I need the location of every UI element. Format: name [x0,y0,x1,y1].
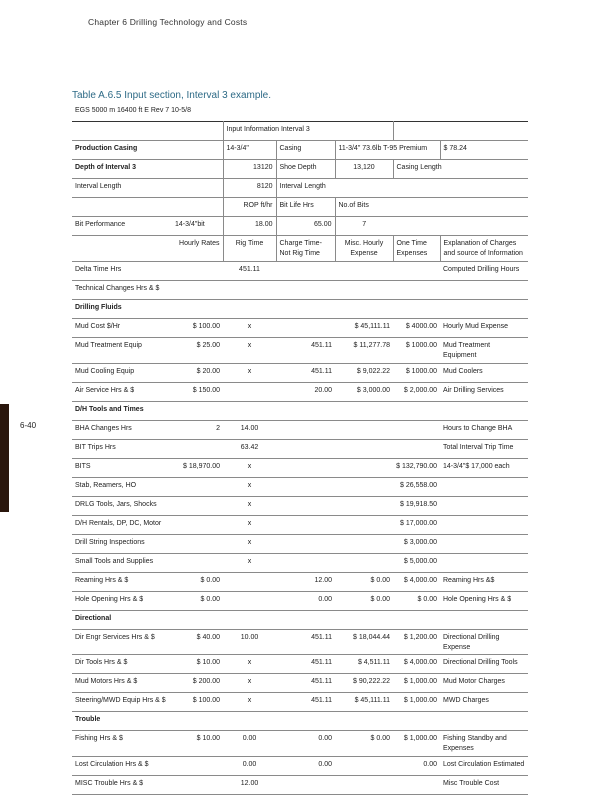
hourly-rate [172,478,223,497]
row-label: Mud Motors Hrs & $ [75,678,138,685]
casing-label: Casing [276,141,335,160]
rig-time: 14.00 [240,425,259,432]
misc-hourly-expense [335,478,393,497]
rig-time: x [247,463,252,470]
hourly-rate [172,554,223,573]
col-misc-hourly: Misc. Hourly Expense [335,236,393,262]
doc-line: EGS 5000 m 16400 ft E Rev 7 10-5/8 [75,107,191,114]
rig-time [223,573,276,592]
explanation [440,478,528,497]
table-row [72,731,528,757]
explanation: Directional Drilling Tools [443,659,518,666]
running-header: Chapter 6 Drilling Technology and Costs [88,17,248,27]
row-label: Technical Changes Hrs & $ [75,285,160,292]
one-time-expense: $ 1000.00 [405,368,437,375]
one-time-expense: $ 19,918.50 [400,501,437,508]
misc-hourly-expense [335,281,393,300]
bit-life-value: 65.00 [276,217,335,236]
hourly-rate: $ 150.00 [192,387,220,394]
one-time-expense: 0.00 [423,761,437,768]
explanation: Hourly Mud Expense [443,323,508,330]
rig-time: 0.00 [242,735,257,742]
table-row [72,757,528,776]
table-row [72,573,528,592]
one-time-expense: $ 17,000.00 [400,520,437,527]
hourly-rate [172,262,223,281]
row-label: Steering/MWD Equip Hrs & $ [75,697,166,704]
input-info-row [72,122,528,141]
misc-hourly-expense: $ 18,044.44 [353,634,390,641]
one-time-expense [393,421,440,440]
col-explanation: Explanation of Charges and source of Information [440,236,528,262]
hourly-rate: $ 10.00 [196,659,220,666]
col-charge-time: Charge Time-Not Rig Time [276,236,335,262]
charge-time: 451.11 [311,659,332,666]
misc-hourly-expense: $ 3,000.00 [356,387,390,394]
table-row [72,383,528,402]
row-label: Delta Time Hrs [75,266,122,273]
table-row [72,440,528,459]
rig-time: x [247,342,252,349]
hourly-rate [172,440,223,459]
misc-hourly-expense [335,262,393,281]
misc-hourly-expense [335,459,393,478]
hourly-rate: $ 0.00 [200,596,220,603]
explanation: Misc Trouble Cost [443,780,500,787]
hourly-rate: $ 100.00 [192,323,220,330]
rig-time: x [247,482,252,489]
table-row [72,364,528,383]
section-header-row [72,402,528,421]
misc-hourly-expense [335,554,393,573]
row-label: DRLG Tools, Jars, Shocks [75,501,157,508]
hourly-rate [172,516,223,535]
explanation: Lost Circulation Estimated [443,761,525,768]
rig-time [223,592,276,611]
bit-size: 14-3/4"bit [175,221,205,228]
interval-length-row [72,179,528,198]
hourly-rate [172,497,223,516]
hourly-rate [172,281,223,300]
row-label: BHA Changes Hrs [75,425,132,432]
charge-time: 0.00 [318,761,332,768]
row-label: Reaming Hrs & $ [75,577,129,584]
row-label: Air Service Hrs & $ [75,387,135,394]
table-row [72,674,528,693]
section-header-row [72,300,528,319]
explanation: 14-3/4"$ 17,000 each [443,463,510,470]
charge-time: 451.11 [311,678,332,685]
table-row [72,516,528,535]
row-label: BIT Trips Hrs [75,444,116,451]
row-label: MISC Trouble Hrs & $ [75,780,144,787]
rig-time: 10.00 [240,634,259,641]
table-row [72,319,528,338]
misc-hourly-expense: $ 9,022.22 [356,368,390,375]
col-rig-time: Rig Time [223,236,276,262]
table-row [72,459,528,478]
misc-hourly-expense: $ 45,111.11 [354,323,390,330]
misc-hourly-expense [335,440,393,459]
hourly-rate: $ 100.00 [192,697,220,704]
rop-value: 18.00 [223,217,276,236]
charge-time [276,440,335,459]
one-time-expense [393,281,440,300]
explanation: Reaming Hrs &$ [443,577,495,584]
section-header: Directional [75,615,112,622]
table-row [72,535,528,554]
rig-time: x [247,678,252,685]
one-time-expense: $ 1,000.00 [403,697,437,704]
column-header-row [72,236,528,262]
charge-time: 0.00 [318,596,332,603]
row-label: Stab, Reamers, HO [75,482,137,489]
doc-line-row [72,103,528,122]
explanation [440,281,528,300]
shoe-depth-value: 13,120 [335,160,393,179]
table-row [72,338,528,364]
charge-time [276,421,335,440]
misc-hourly-expense: $ 4,511.11 [357,659,390,666]
col-one-time: One Time Expenses [393,236,440,262]
row-label: Drill String Inspections [75,539,145,546]
rig-time: x [247,323,252,330]
misc-hourly-expense: $ 0.00 [370,596,390,603]
row-label: Mud Cost $/Hr [75,323,121,330]
explanation: MWD Charges [443,697,489,704]
rig-time: x [247,520,252,527]
production-casing-label: Production Casing [75,145,138,152]
charge-time: 12.00 [314,577,332,584]
explanation: Air Drilling Services [443,387,504,394]
depth-row [72,160,528,179]
rig-time: 0.00 [242,761,257,768]
production-casing-size: 14-3/4" [223,141,276,160]
explanation: Total Interval Trip Time [443,444,514,451]
one-time-expense: $ 4,000.00 [403,577,437,584]
section-header: Trouble [75,716,101,723]
depth-value: 13120 [223,160,276,179]
row-label: Hole Opening Hrs & $ [75,596,144,603]
explanation: Hours to Change BHA [443,425,513,432]
charge-time [276,459,335,478]
casing-price: $ 78.24 [440,141,528,160]
explanation: Hole Opening Hrs & $ [443,596,512,603]
hourly-rate: $ 10.00 [196,735,220,742]
table-row [72,262,528,281]
hourly-rate: $ 200.00 [192,678,220,685]
hourly-rate: $ 18,970.00 [183,463,220,470]
hourly-rate: $ 40.00 [196,634,220,641]
table-title: Table A.6.5 Input section, Interval 3 example. [72,90,272,101]
one-time-expense: $ 4000.00 [405,323,437,330]
charge-time: 0.00 [318,735,332,742]
one-time-expense: $ 3,000.00 [403,539,437,546]
table-row [72,554,528,573]
misc-hourly-expense [335,757,393,776]
explanation: Fishing Standby and Expenses [443,735,507,752]
hourly-rate: $ 25.00 [196,342,220,349]
col-hourly-rates: Hourly Rates [179,240,220,247]
charge-time: 451.11 [311,368,332,375]
explanation: Computed Drilling Hours [443,266,520,273]
row-label: Fishing Hrs & $ [75,735,123,742]
interval-length-value-label: Interval Length [276,179,335,198]
explanation [440,497,528,516]
explanation: Mud Coolers [443,368,483,375]
depth-label: Depth of Interval 3 [75,164,137,171]
hourly-rate: $ 0.00 [200,577,220,584]
hourly-rate [172,535,223,554]
row-label: Dir Engr Services Hrs & $ [75,634,155,641]
charge-time [276,535,335,554]
row-label: D/H Rentals, DP, DC, Motor [75,520,162,527]
one-time-expense: $ 1,000.00 [403,678,437,685]
one-time-expense: $ 0.00 [417,596,437,603]
rig-time: x [247,558,252,565]
rig-time: 12.00 [240,780,259,787]
interval-length-label: Interval Length [75,183,122,190]
hourly-rate: 2 [216,425,220,432]
misc-hourly-expense [335,516,393,535]
bit-performance-label: Bit Performance [75,221,126,228]
one-time-expense: $ 1000.00 [405,342,437,349]
charge-time [276,516,335,535]
misc-hourly-expense [335,497,393,516]
bits-value: 7 [335,217,393,236]
table-row [72,478,528,497]
cost-input-table [72,103,528,795]
charge-time [276,319,335,338]
one-time-expense: $ 2,000.00 [403,387,437,394]
bit-performance-row [72,217,528,236]
charge-time: 20.00 [314,387,332,394]
row-label: Mud Treatment Equip [75,342,142,349]
one-time-expense: $ 4,000.00 [403,659,437,666]
charge-time [276,478,335,497]
rig-time: 451.11 [239,266,260,273]
explanation [440,535,528,554]
misc-hourly-expense [335,535,393,554]
misc-hourly-expense: $ 11,277.78 [353,342,390,349]
bit-life-header: Bit Life Hrs [276,198,335,217]
rig-time: x [247,501,252,508]
one-time-expense: $ 1,000.00 [403,735,437,742]
table-row [72,630,528,655]
misc-hourly-expense: $ 0.00 [370,577,390,584]
one-time-expense: $ 26,558.00 [400,482,437,489]
table-row [72,421,528,440]
one-time-expense [393,440,440,459]
interval-length-value: 8120 [223,179,276,198]
explanation: Mud Motor Charges [443,678,505,685]
one-time-expense: $ 1,200.00 [403,634,437,641]
one-time-expense: $ 5,000.00 [403,558,437,565]
rig-time [223,281,276,300]
explanation [440,516,528,535]
section-header: D/H Tools and Times [75,406,144,413]
explanation [440,554,528,573]
rop-header: ROP ft/hr [223,198,276,217]
misc-hourly-expense: $ 90,222.22 [353,678,390,685]
misc-hourly-expense: $ 45,111.11 [354,697,390,704]
rig-time: x [247,659,252,666]
hourly-rate: $ 20.00 [196,368,220,375]
row-label: Mud Cooling Equip [75,368,135,375]
input-info-label: Input Information Interval 3 [223,122,393,141]
table-row [72,281,528,300]
charge-time [276,554,335,573]
misc-hourly-expense: $ 0.00 [370,735,390,742]
section-header-row [72,712,528,731]
chapter-side-tab [0,404,9,512]
explanation: Mud Treatment Equipment [443,342,491,359]
rig-time: x [247,697,252,704]
explanation: Directional Drilling Expense [443,634,500,651]
charge-time: 451.11 [311,342,332,349]
misc-hourly-expense [335,421,393,440]
page-number: 6-40 [20,421,37,430]
table-row [72,655,528,674]
row-label: Lost Circulation Hrs & $ [75,761,149,768]
charge-time [276,262,335,281]
one-time-expense: $ 132,790.00 [396,463,437,470]
rig-time: x [247,539,252,546]
rig-time: 63.42 [240,444,259,451]
charge-time [276,281,335,300]
row-label: Dir Tools Hrs & $ [75,659,128,666]
casing-length-label: Casing Length [393,160,528,179]
shoe-depth-label: Shoe Depth [276,160,335,179]
section-header: Drilling Fluids [75,304,122,311]
casing-spec: 11-3/4" 73.6lb T-95 Premium [335,141,440,160]
charge-time: 451.11 [311,697,332,704]
cost-input-table-container [72,103,528,795]
row-label: BITS [75,463,91,470]
hourly-rate [172,757,223,776]
charge-time: 451.11 [311,634,332,641]
row-label: Small Tools and Supplies [75,558,154,565]
table-row [72,592,528,611]
rop-header-row [72,198,528,217]
rig-time [223,383,276,402]
charge-time [276,497,335,516]
bits-header: No.of Bits [335,198,393,217]
one-time-expense [393,262,440,281]
rig-time: x [247,368,252,375]
section-header-row [72,611,528,630]
table-row [72,497,528,516]
table-row [72,693,528,712]
production-casing-row [72,141,528,160]
